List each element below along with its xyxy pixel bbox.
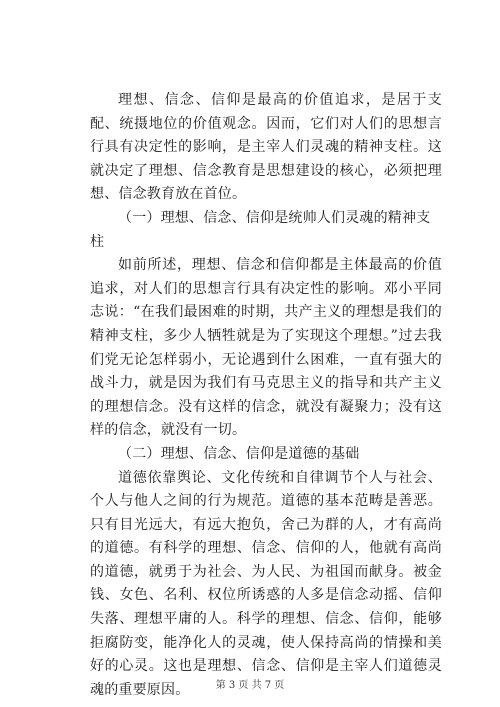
section-heading-2: （二）理想、信念、信仰是道德的基础 [118,445,360,462]
document-body [90,89,442,702]
paragraph-section-2: 道德依靠舆论、文化传统和自律调节个人与社会、个人与他人之间的行为规范。道德的基本范畴是善恶。只有目光远大，有远大抱负，舍己为群的人，才有高尚的道德。有科学的理想、信念、信仰的人，他就有高尚的道德，就勇于为社会、为人民、为祖国而献身。被金钱、女色、名利、权位所诱惑的人多是信念动摇、信仰失落、理想平庸的人。科学的理想、信念、信仰，能够拒腐防变，能净化人的灵魂，使人保持高尚的情操和美好的心灵。这也是理想、信念、信仰是主宰人们道德灵魂的重要原因。 [90,469,442,698]
page-number-footer: 第 3 页 共 7 页 [215,680,285,691]
paragraph-intro: 理想、信念、信仰是最高的价值追求，是居于支配、统摄地位的价值观念。因而，它们对人们的思想言行具有决定性的影响，是主宰人们灵魂的精神支柱。这就决定了理想、信念教育是思想建设的核心，必须把理想、信念教育放在首位。 [90,92,442,203]
section-heading-1: （一）理想、信念、信仰是统帅人们灵魂的精神支柱 [90,209,431,250]
paragraph-section-1: 如前所述，理想、信念和信仰都是主体最高的价值追求，对人们的思想言行具有决定性的影响。邓小平同志说：“在我们最困难的时期，共产主义的理想是我们的精神支柱，多少人牺牲就是为了实现这个理想。”过去我们党无论怎样弱小，无论遇到什么困难，一直有强大的战斗力，就是因为我们有马克思主义的指导和共产主义的理想信念。没有这样的信念，就没有凝聚力；没有这样的信念，就没有一切。 [90,257,442,439]
